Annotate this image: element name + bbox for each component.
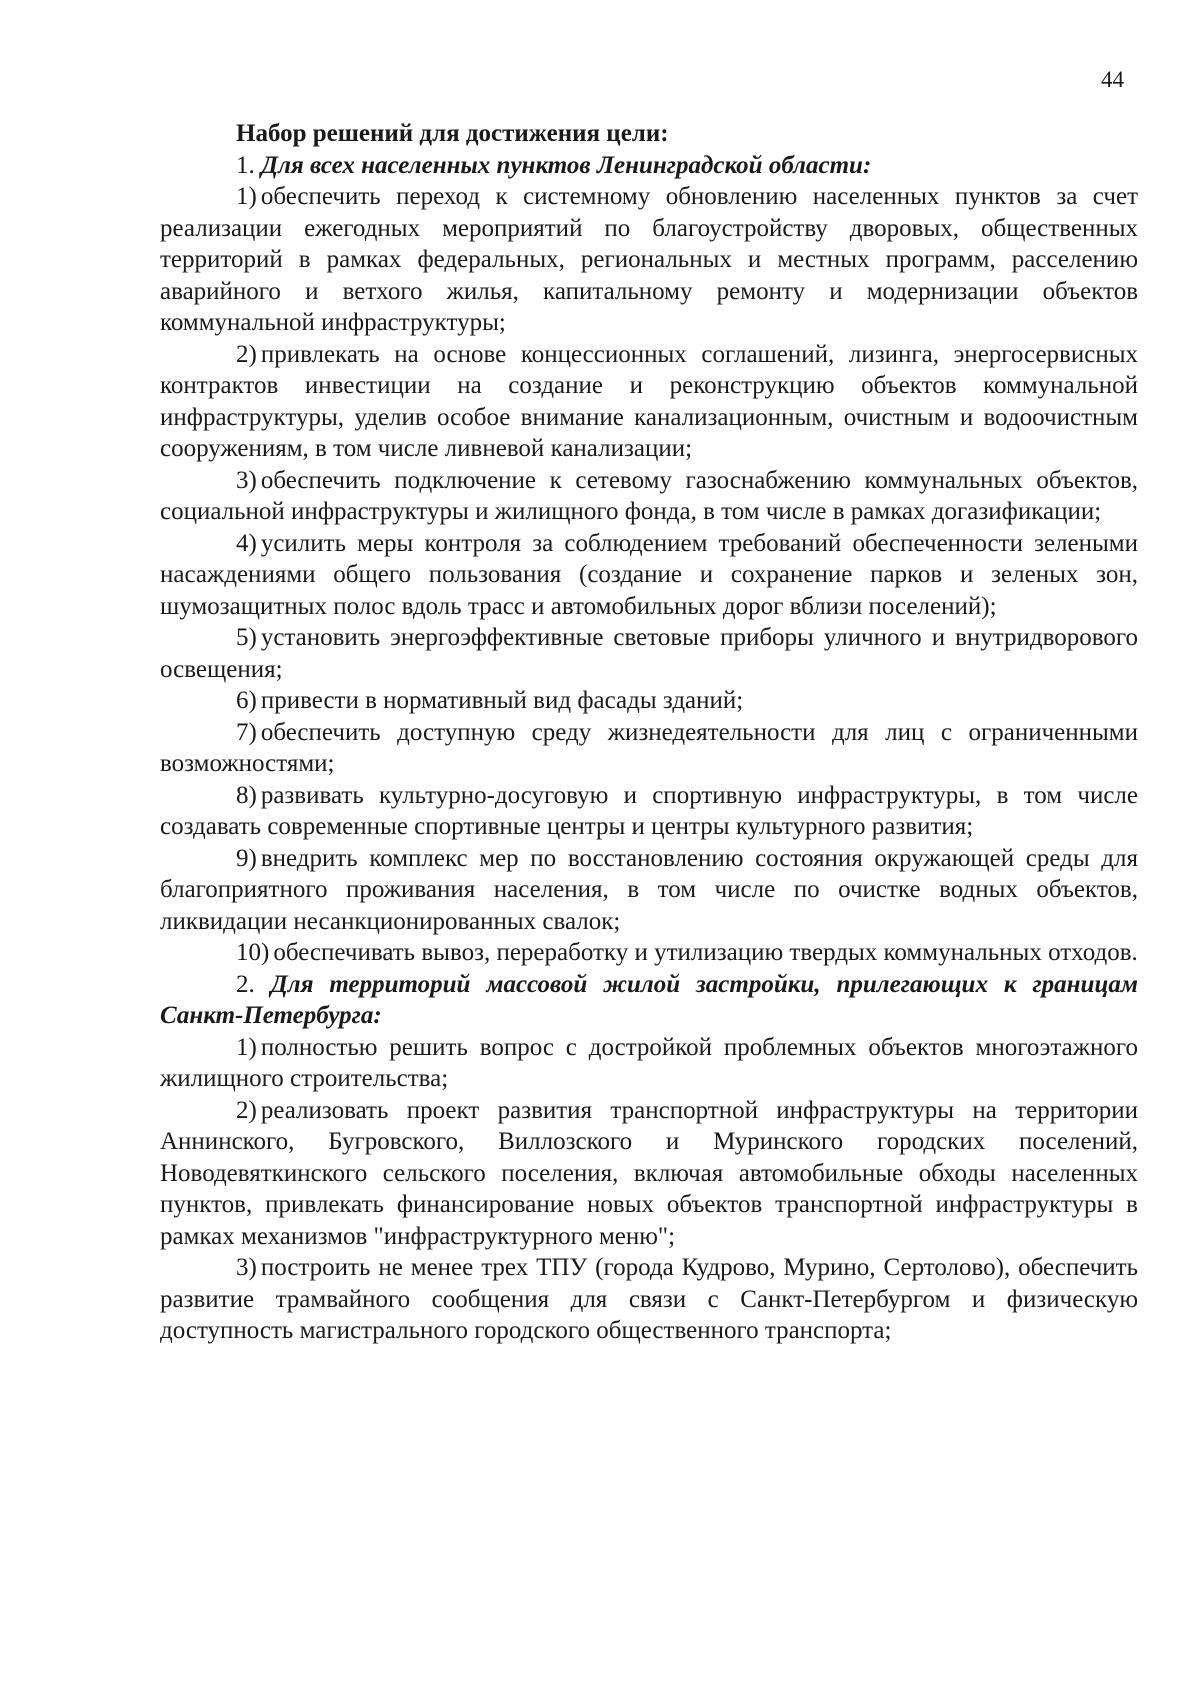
item-text: привести в нормативный вид фасады зданий; bbox=[260, 687, 744, 714]
section-title-text: Для всех населенных пунктов Ленинградской области: bbox=[261, 151, 872, 179]
item-number: 4) bbox=[236, 529, 257, 557]
item-number: 3) bbox=[236, 466, 257, 494]
item-text: развивать культурно-досуговую и спортивную инфраструктуры, в том числе создавать современные спортивные центры и центры культурного развития; bbox=[160, 781, 1138, 840]
item-number: 5) bbox=[236, 624, 257, 651]
list-item bbox=[160, 1032, 1138, 1095]
list-item bbox=[160, 843, 1138, 938]
list-item bbox=[160, 465, 1138, 528]
list-item bbox=[160, 622, 1138, 685]
item-number: 6) bbox=[236, 687, 257, 714]
page-heading: Набор решений для достижения цели: bbox=[236, 120, 669, 147]
list-item bbox=[160, 1095, 1138, 1253]
item-number: 10) bbox=[236, 939, 270, 966]
item-number: 1) bbox=[236, 183, 257, 210]
item-number: 2) bbox=[236, 1096, 257, 1124]
item-text: внедрить комплекс мер по восстановлению состояния окружающей среды для благоприятного проживания населения, в том числе по очистке водных объектов, ликвидации несанкционированных свалок; bbox=[160, 844, 1138, 935]
item-text: построить не менее трех ТПУ (города Кудрово, Мурино, Сертолово), обеспечить развитие трамвайного сообщения для связи с Санкт-Петербургом и физическую доступность магистрального городского общественного транспорта; bbox=[160, 1254, 1138, 1344]
item-number: 2) bbox=[236, 340, 257, 368]
item-text: обеспечивать вывоз, переработку и утилизацию твердых коммунальных отходов. bbox=[273, 939, 1138, 966]
list-item bbox=[160, 780, 1138, 843]
list-item bbox=[160, 717, 1138, 780]
item-number: 8) bbox=[236, 781, 257, 809]
item-text: полностью решить вопрос с достройкой проблемных объектов многоэтажного жилищного строительства; bbox=[160, 1033, 1138, 1092]
item-text: обеспечить переход к системному обновлению населенных пунктов за счет реализации ежегодных мероприятий по благоустройству дворовых, общественных территорий в рамках федеральных, региональных и местных программ, расселению аварийного и ветхого жилья, капитальному ремонту и модернизации объектов коммунальной инфраструктуры; bbox=[160, 183, 1138, 336]
list-item bbox=[160, 685, 1138, 717]
item-text: усилить меры контроля за соблюдением требований обеспеченности зелеными насаждениями общего пользования (создание и сохранение парков и зеленых зон, шумозащитных полос вдоль трасс и автомобильных дорог вблизи поселений); bbox=[160, 529, 1138, 620]
list-item bbox=[160, 1252, 1138, 1347]
section-title bbox=[160, 969, 1138, 1032]
list-item bbox=[160, 937, 1138, 969]
page-number: 44 bbox=[1101, 67, 1124, 92]
item-text: обеспечить доступную среду жизнедеятельности для лиц с ограниченными возможностями; bbox=[160, 718, 1138, 777]
item-text: обеспечить подключение к сетевому газоснабжению коммунальных объектов, социальной инфраструктуры и жилищного фонда, в том числе в рамках догазификации; bbox=[160, 466, 1138, 525]
item-number: 1) bbox=[236, 1033, 257, 1061]
section-title bbox=[160, 150, 1138, 182]
list-item bbox=[160, 528, 1138, 623]
list-item bbox=[160, 339, 1138, 465]
item-text: установить энергоэффективные световые приборы уличного и внутридворового освещения; bbox=[160, 624, 1138, 683]
section-number: 2. bbox=[236, 970, 255, 998]
item-number: 7) bbox=[236, 718, 257, 746]
item-text: реализовать проект развития транспортной инфраструктуры на территории Аннинского, Бугровского, Виллозского и Муринского городских поселений, Новодевяткинского сельского поселения, включая автомобильные обходы населенных пунктов, привлекать финансирование новых объектов транспортной инфраструктуры в рамках механизмов "инфраструктурного меню"; bbox=[160, 1096, 1138, 1250]
document-body bbox=[160, 118, 1138, 1347]
item-number: 9) bbox=[236, 844, 257, 872]
section-title-text: Для территорий массовой жилой застройки, прилегающих к границам Санкт-Петербурга: bbox=[160, 970, 1138, 1029]
list-item bbox=[160, 181, 1138, 339]
section-number: 1. bbox=[236, 151, 255, 179]
item-number: 3) bbox=[236, 1254, 257, 1281]
item-text: привлекать на основе концессионных соглашений, лизинга, энергосервисных контрактов инвестиции на создание и реконструкцию объектов коммунальной инфраструктуры, уделив особое внимание канализационным, очистным и водоочистным сооружениям, в том числе ливневой канализации; bbox=[160, 340, 1138, 462]
